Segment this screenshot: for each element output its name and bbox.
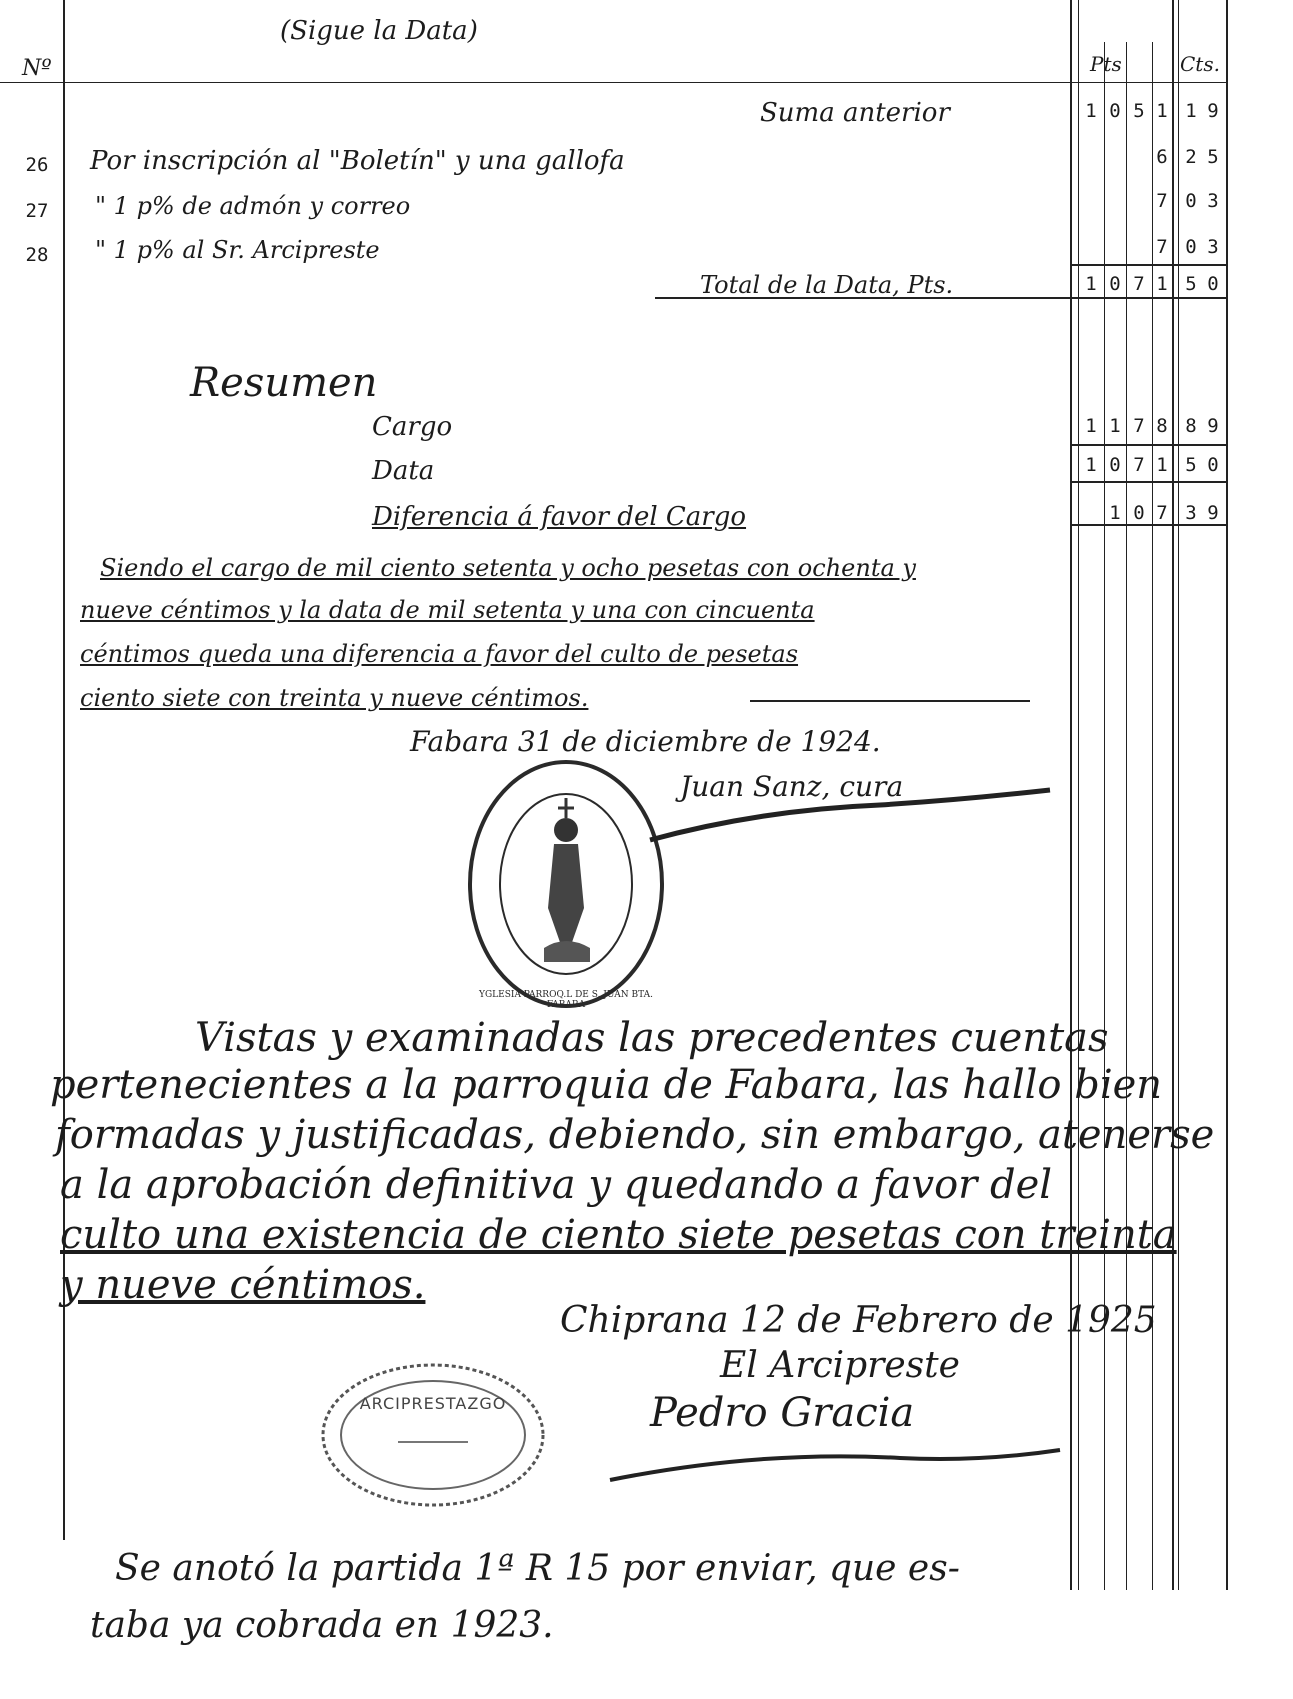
arcipreste-flourish-icon [600,1440,1070,1500]
resumen-rule-bottom [1070,524,1226,526]
arciprestazgo-stamp-icon [318,1360,548,1510]
row-pts-digit: 7 [1156,190,1168,212]
statement-line: nueve céntimos y la data de mil setenta y una con cincuenta [80,596,815,624]
resumen-rule-top [1070,444,1226,446]
total-pts-digit: 0 [1109,273,1121,295]
resumen-data-label: Data [372,456,435,486]
cargo-pts-digit: 1 [1085,415,1097,437]
statement-end-flourish [750,700,1030,702]
approval-line: formadas y justificadas, debiendo, sin embargo, atenerse [55,1112,1215,1158]
cargo-pts-digit: 1 [1109,415,1121,437]
approval-line: culto una existencia de ciento siete pesetas con treinta [60,1212,1177,1258]
total-pts-digit: 7 [1133,273,1145,295]
suma-pts-digit: 0 [1109,100,1121,122]
total-cts-digit: 5 [1185,273,1197,295]
cts-right-rule [1226,0,1228,1590]
data-cts-digit: 0 [1207,454,1219,476]
diferencia-cts-digit: 9 [1207,502,1219,524]
stamp-text: ARCIPRESTAZGO [359,1394,507,1413]
approval-line: y nueve céntimos. [60,1262,426,1308]
resumen-diferencia-label: Diferencia á favor del Cargo [372,502,747,532]
total-cts-digit: 0 [1207,273,1219,295]
row-concept: " 1 p% al Sr. Arcipreste [95,236,380,264]
total-pts-digit: 1 [1085,273,1097,295]
cts-left-rule-2 [1178,0,1179,1590]
resumen-rule-mid [1070,481,1226,483]
arcipreste-signature: Pedro Gracia [650,1390,915,1436]
row-cts-digit: 3 [1207,236,1219,258]
approval-place-date: Chiprana 12 de Febrero de 1925 [560,1300,1157,1341]
suma-pts-digit: 1 [1085,100,1097,122]
row-cts-digit: 3 [1207,190,1219,212]
statement-line: Siendo el cargo de mil ciento setenta y ocho pesetas con ochenta y [100,554,916,582]
seal-text: YGLESIA PARROQ.L DE S. JUAN BTA. FABARA [479,990,653,1010]
row-cts-digit: 2 [1185,146,1197,168]
footnote-line: Se anotó la partida 1ª R 15 por enviar, que es- [115,1548,960,1589]
diferencia-pts-digit: 1 [1109,502,1121,524]
approval-line: a la aprobación definitiva y quedando a favor del [60,1162,1053,1208]
statement-line: céntimos queda una diferencia a favor del culto de pesetas [80,640,799,668]
row-cts-digit: 5 [1207,146,1219,168]
row-number: 28 [25,244,49,266]
diferencia-pts-digit: 7 [1156,502,1168,524]
approval-line: Vistas y examinadas las precedentes cuentas [195,1015,1109,1061]
suma-anterior-label: Suma anterior [760,98,950,128]
cargo-cts-digit: 8 [1185,415,1197,437]
total-rule-top [1070,264,1226,266]
row-pts-digit: 7 [1156,236,1168,258]
row-number: 27 [25,200,49,222]
resumen-title: Resumen [190,360,378,406]
header-rule [0,82,1226,83]
number-column-label: Nº [22,56,52,81]
cargo-cts-digit: 9 [1207,415,1219,437]
data-pts-digit: 0 [1109,454,1121,476]
resumen-cargo-label: Cargo [372,412,453,442]
data-pts-digit: 7 [1133,454,1145,476]
row-cts-digit: 0 [1185,190,1197,212]
data-cts-digit: 5 [1185,454,1197,476]
row-concept: Por inscripción al "Boletín" y una gallofa [90,146,625,176]
continuation-heading: (Sigue la Data) [280,16,478,46]
priest-signature: Juan Sanz, cura [680,770,904,803]
footnote-line: taba ya cobrada en 1923. [90,1605,554,1646]
row-number: 26 [25,154,49,176]
cargo-pts-digit: 7 [1133,415,1145,437]
pts-left-rule [1070,0,1072,1590]
saint-seal-icon [466,758,666,1010]
diferencia-pts-digit: 0 [1133,502,1145,524]
suma-cts-digit: 9 [1207,100,1219,122]
suma-pts-digit: 5 [1133,100,1145,122]
arciprestazgo-stamp [318,1360,548,1510]
row-pts-digit: 6 [1156,146,1168,168]
approval-role: El Arcipreste [720,1345,960,1386]
diferencia-cts-digit: 3 [1185,502,1197,524]
signature-flourish-icon [640,780,1070,860]
suma-pts-digit: 1 [1156,100,1168,122]
cargo-pts-digit: 8 [1156,415,1168,437]
parish-seal [466,758,666,1010]
data-pts-digit: 1 [1156,454,1168,476]
approval-line: pertenecientes a la parroquia de Fabara, las hallo bien [50,1062,1163,1108]
statement-place-date: Fabara 31 de diciembre de 1924. [410,725,881,758]
pts-col-rule-2 [1126,42,1127,1590]
pts-left-rule-2 [1078,0,1079,1590]
row-concept: " 1 p% de admón y correo [95,192,411,220]
left-margin-rule [63,0,65,1540]
pesetas-column-label: Pts [1090,52,1122,76]
statement-line: ciento siete con treinta y nueve céntimos. [80,684,589,712]
data-pts-digit: 1 [1085,454,1097,476]
suma-cts-digit: 1 [1185,100,1197,122]
total-pts-digit: 1 [1156,273,1168,295]
centimos-column-label: Cts. [1180,52,1220,76]
total-label: Total de la Data, Pts. [700,271,954,299]
row-cts-digit: 0 [1185,236,1197,258]
